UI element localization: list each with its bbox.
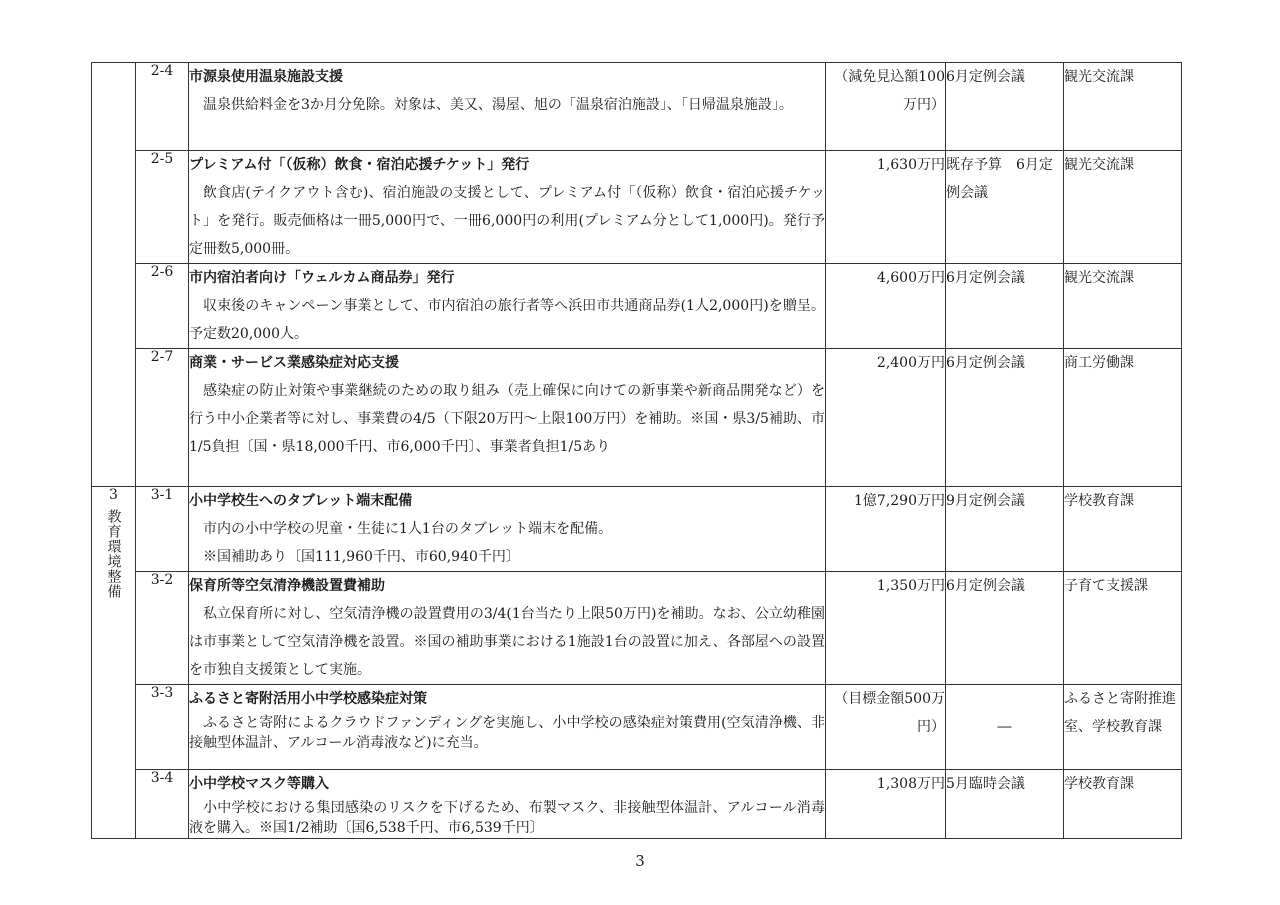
item-budget: 4,600万円	[826, 264, 946, 349]
item-title: 小中学校生へのタブレット端末配備	[189, 493, 413, 509]
item-budget: （目標金額500万円）	[826, 685, 946, 770]
item-body: 温泉供給料金を3か月分免除。対象は、美又、湯屋、旭の「温泉宿泊施設」、「日帰温泉施設」。	[203, 97, 793, 113]
item-title: 市源泉使用温泉施設支援	[189, 69, 343, 85]
table-row	[92, 487, 1182, 572]
item-body: 飲食店(テイクアウト含む)、宿泊施設の支援として、プレミアム付「（仮称）飲食・宿泊応援チケット」を発行。販売価格は一冊5,000円で、一冊6,000円の利用(プレミアム分として1,000円)。発行予定冊数5,000冊。	[189, 185, 825, 257]
category-number: 3	[109, 487, 118, 503]
table-row	[92, 349, 1182, 487]
table-row	[92, 770, 1182, 839]
item-department: 学校教育課	[1064, 487, 1182, 572]
item-budget: （減免見込額100万円）	[826, 63, 946, 151]
item-description	[189, 349, 826, 487]
item-description	[189, 685, 826, 770]
item-number: 3-3	[136, 685, 189, 770]
table-row	[92, 151, 1182, 264]
item-timing: 既存予算 6月定例会議	[946, 151, 1064, 264]
item-description	[189, 487, 826, 572]
item-body: 小中学校における集団感染のリスクを下げるため、布製マスク、非接触型体温計、アルコール消毒液を購入。※国1/2補助〔国6,538千円、市6,539千円〕	[189, 800, 825, 836]
item-timing: 9月定例会議	[946, 487, 1064, 572]
category-name: 教育環境整備	[105, 509, 122, 599]
item-timing: 6月定例会議	[946, 349, 1064, 487]
item-budget: 1億7,290万円	[826, 487, 946, 572]
item-department: 観光交流課	[1064, 63, 1182, 151]
item-timing: 6月定例会議	[946, 63, 1064, 151]
item-number: 3-1	[136, 487, 189, 572]
item-title: 市内宿泊者向け「ウェルカム商品券」発行	[189, 270, 455, 286]
item-title: ふるさと寄附活用小中学校感染症対策	[189, 691, 427, 707]
item-timing: 6月定例会議	[946, 572, 1064, 685]
item-number: 2-7	[136, 349, 189, 487]
item-description	[189, 770, 826, 839]
item-description	[189, 264, 826, 349]
item-body: 感染症の防止対策や事業継続のための取り組み（売上確保に向けての新事業や新商品開発など）を行う中小企業者等に対し、事業費の4/5（下限20万円～上限100万円）を補助。※国・県3/5補助、市1/5負担〔国・県18,000千円、市6,000千円〕、事業者負担1/5あり	[189, 383, 825, 455]
table-row	[92, 685, 1182, 770]
item-description	[189, 63, 826, 151]
item-timing: ―	[946, 685, 1064, 770]
item-budget: 1,350万円	[826, 572, 946, 685]
category-cell	[92, 63, 136, 487]
item-budget: 1,308万円	[826, 770, 946, 839]
item-body: ふるさと寄附によるクラウドファンディングを実施し、小中学校の感染症対策費用(空気清浄機、非接触型体温計、アルコール消毒液など)に充当。	[189, 715, 825, 751]
item-body: 市内の小中学校の児童・生徒に1人1台のタブレット端末を配備。	[203, 521, 613, 537]
item-department: ふるさと寄附推進室、学校教育課	[1064, 685, 1182, 770]
item-department: 観光交流課	[1064, 151, 1182, 264]
item-budget: 1,630万円	[826, 151, 946, 264]
category-cell	[92, 487, 136, 839]
item-number: 2-5	[136, 151, 189, 264]
item-budget: 2,400万円	[826, 349, 946, 487]
item-department: 学校教育課	[1064, 770, 1182, 839]
item-body: 私立保育所に対し、空気清浄機の設置費用の3/4(1台当たり上限50万円)を補助。なお、公立幼稚園は市事業として空気清浄機を設置。※国の補助事業における1施設1台の設置に加え、各部屋への設置を市独自支援策として実施。	[189, 606, 825, 678]
table-row	[92, 264, 1182, 349]
item-timing: 6月定例会議	[946, 264, 1064, 349]
item-number: 2-4	[136, 63, 189, 151]
item-department: 観光交流課	[1064, 264, 1182, 349]
item-number: 3-4	[136, 770, 189, 839]
item-number: 3-2	[136, 572, 189, 685]
item-description	[189, 572, 826, 685]
item-title: 商業・サービス業感染症対応支援	[189, 355, 399, 371]
item-title: 保育所等空気清浄機設置費補助	[189, 578, 385, 594]
table-row	[92, 63, 1182, 151]
item-title: 小中学校マスク等購入	[189, 776, 329, 792]
item-title: プレミアム付「（仮称）飲食・宿泊応援チケット」発行	[189, 157, 530, 173]
item-number: 2-6	[136, 264, 189, 349]
item-body: 収束後のキャンペーン事業として、市内宿泊の旅行者等へ浜田市共通商品券(1人2,000円)を贈呈。予定数20,000人。	[189, 298, 825, 342]
item-department: 子育て支援課	[1064, 572, 1182, 685]
item-timing: 5月臨時会議	[946, 770, 1064, 839]
item-description	[189, 151, 826, 264]
table-row	[92, 572, 1182, 685]
page-number: 3	[635, 852, 645, 870]
item-department: 商工労働課	[1064, 349, 1182, 487]
item-note: ※国補助あり〔国111,960千円、市60,940千円〕	[203, 549, 520, 565]
measures-table	[91, 62, 1182, 839]
